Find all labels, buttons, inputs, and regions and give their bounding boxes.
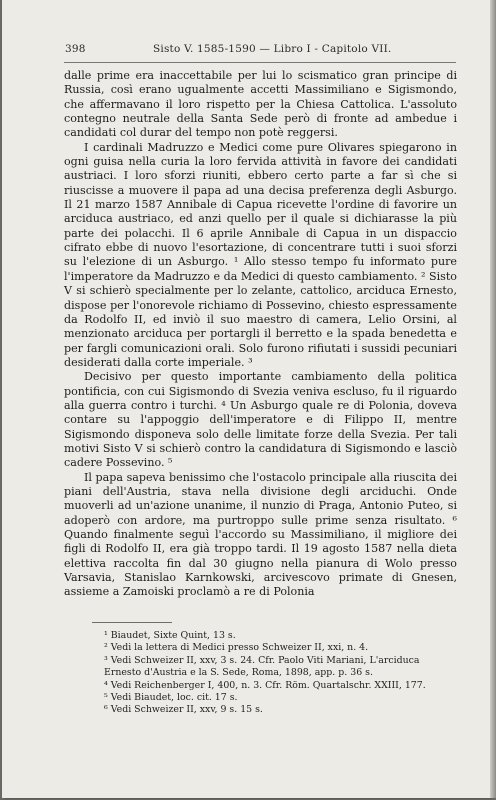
- footnote: ³ Vedi Schweizer II, xxv, 3 s. 24. Cfr. Paolo Viti Mariani, L'arciduca Ernesto d'Austria e la S. Sede, Roma, 1898, app. p. 36 s.: [104, 654, 420, 679]
- footnote: ² Vedi la lettera di Medici presso Schweizer II, xxi, n. 4.: [104, 642, 369, 654]
- footnote: ¹ Biaudet, Sixte Quint, 13 s.: [104, 630, 236, 641]
- footnote: ⁶ Vedi Schweizer II, xxv, 9 s. 15 s.: [104, 704, 263, 716]
- paragraph: Decisivo per questo importante cambiamento della politica pontificia, con cui Sigismondo di Svezia veniva escluso, fu il riguardo alla guerra contro i turchi. ⁴ Un Asburgo quale re di Polonia, doveva contare su l'appoggio dell'imperatore e di Filippo II, mentre Sigismondo disponeva solo delle limitate forze della Svezia. Per tali motivi Sisto V si schierò contro la candidatura di Sigismondo e lasciò cadere Possevino. ⁵: [64, 370, 457, 470]
- footnotes: [64, 630, 457, 717]
- paragraph: Il papa sapeva benissimo che l'ostacolo principale alla riuscita dei piani dell'Austria, stava nella divisione degli arciduchi. Onde muoverli ad un'azione unanime, il nunzio di Praga, Antonio Puteo, si adoperò con ardore, ma purtroppo sulle prime senza risultato. ⁶ Quando finalmente seguì l'accordo su Massimiliano, il migliore dei figli di Rodolfo II, era già troppo tardi. Il 19 agosto 1587 nella dieta elettiva raccolta fin dal 30 giugno nella pianura di Wolo presso Varsavia, Stanislao Karnkowski, arcivescovo primate di Gnesen, assieme a Zamoiski proclamò a re di Polonia: [64, 470, 457, 599]
- main-text: [64, 69, 457, 600]
- book-page: [2, 0, 490, 798]
- paragraph: dalle prime era inaccettabile per lui lo scismatico gran principe di Russia, così erano ugualmente accetti Massimiliano e Sigismondo, che affermavano il loro rispetto per la Chiesa Cattolica. L'assoluto contegno neutrale della Santa Sede però di fronte ad ambedue i candidati col durar del tempo non potè reggersi.: [64, 69, 457, 140]
- footnote: ⁵ Vedi Biaudet, loc. cit. 17 s.: [104, 692, 238, 704]
- footnote: ⁴ Vedi Reichenberger I, 400, n. 3. Cfr. Röm. Quartalschr. XXIII, 177.: [104, 679, 426, 691]
- paragraph: I cardinali Madruzzo e Medici come pure Olivares spiegarono in ogni guisa nella curia la loro fervida attività in favore dei candidati austriaci. I loro sforzi riuniti, ebbero certo parte a far sì che si riuscisse a muovere il papa ad una decisa preferenza degli Asburgo. Il 21 marzo 1587 Annibale di Capua ricevette l'ordine di favorire un arciduca austriaco, ed anzi quello per il quale si dichiarasse la più parte dei polacchi. Il 6 aprile Annibale di Capua in un dispaccio cifrato ebbe di nuovo l'esortazione, di concentrare tutti i suoi sforzi su l'elezione di un Asburgo. ¹ Allo stesso tempo fu informato pure l'imperatore da Madruzzo e da Medici di questo cambiamento. ² Sisto V si schierò specialmente per lo zelante, cattolico, arciduca Ernesto, dispose per l'onorevole richiamo di Possevino, chiesto espressamente da Rodolfo II, ed inviò il suo maestro di camera, Lelio Orsini, al menzionato arciduca per portargli il berretto e la spada benedetta e per fargli comunicazioni orali. Solo furono rifiutati i sussidi pecuniari desiderati dalla corte imperiale. ³: [64, 140, 457, 369]
- running-title: Sisto V. 1585-1590 — Libro I - Capitolo VII.: [153, 43, 392, 55]
- footnote-rule: [92, 622, 172, 623]
- page-edge: [490, 0, 496, 798]
- header-rule: [64, 62, 456, 63]
- page-number: 398: [65, 43, 86, 55]
